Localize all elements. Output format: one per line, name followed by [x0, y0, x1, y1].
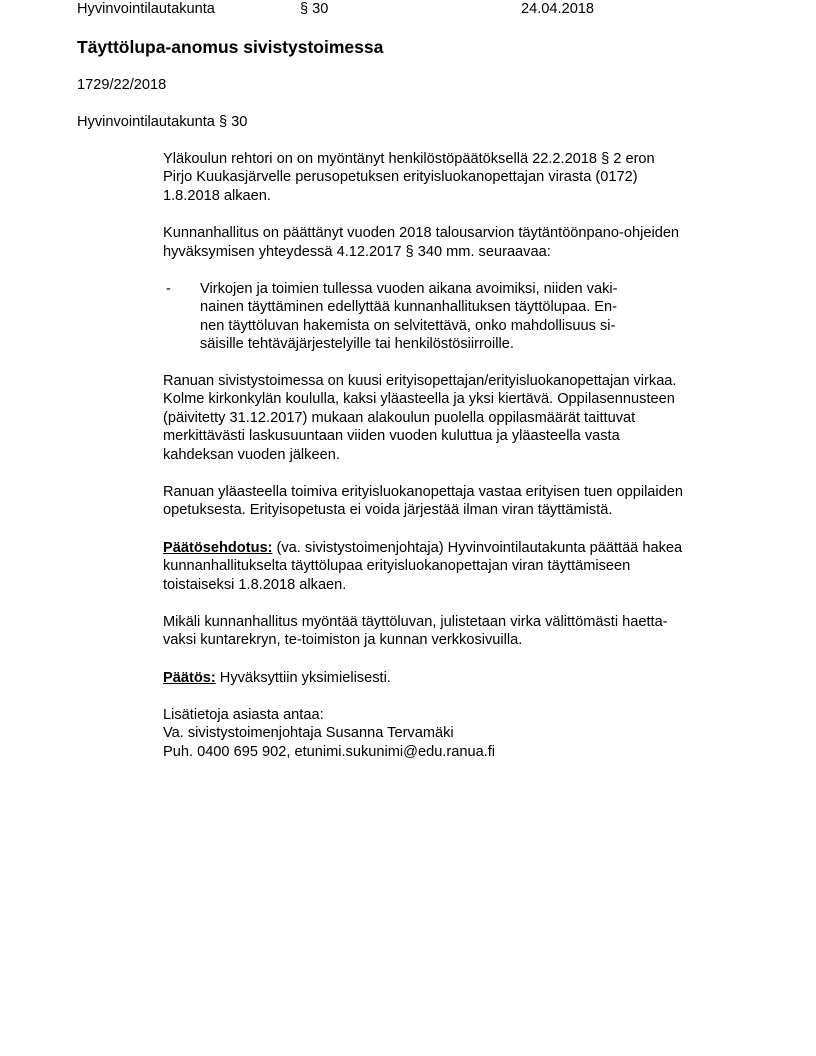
text-line: Kolme kirkonkylän koululla, kaksi yläasteella ja yksi kiertävä. Oppilasennusteen: [163, 391, 675, 407]
case-number: 1729/22/2018: [77, 77, 167, 93]
text-line: Ranuan yläasteella toimiva erityisluokanopettaja vastaa erityisen tuen oppilaiden: [163, 484, 684, 500]
bullet-marker: -: [166, 281, 171, 297]
text-line: Ranuan sivistystoimessa on kuusi erityisopettajan/erityisluokanopettajan virkaa.: [163, 373, 677, 389]
text-line: [163, 539, 682, 557]
text-line: opetuksesta. Erityisopetusta ei voida järjestää ilman viran täyttämistä.: [163, 502, 613, 518]
proposal-text: (va. sivistystoimenjohtaja) Hyvinvointilautakunta päättää hakea: [272, 540, 683, 556]
document-title: Täyttölupa-anomus sivistystoimessa: [77, 37, 384, 57]
text-line: vaksi kuntarekryn, te-toimiston ja kunnan verkkosivuilla.: [163, 632, 523, 648]
text-line: nen täyttöluvan hakemista on selvitettävä, onko mahdollisuus si-: [200, 318, 616, 334]
text-line: merkittävästi laskusuuntaan viiden vuoden kuluttua ja yläasteella vasta: [163, 428, 620, 444]
text-line: Pirjo Kuukasjärvelle perusopetuksen erityisluokanopettajan virasta (0172): [163, 169, 638, 185]
text-line: Virkojen ja toimien tullessa vuoden aikana avoimiksi, niiden vaki-: [200, 281, 618, 297]
header-section: § 30: [300, 1, 329, 17]
text-line: kahdeksan vuoden jälkeen.: [163, 447, 340, 463]
header-body: Hyvinvointilautakunta: [77, 1, 215, 17]
text-line: 1.8.2018 alkaen.: [163, 188, 271, 204]
text-line: Lisätietoja asiasta antaa:: [163, 707, 324, 723]
contact-phone-email: Puh. 0400 695 902, etunimi.sukunimi@edu.ranua.fi: [163, 744, 496, 760]
text-line: Yläkoulun rehtori on on myöntänyt henkilöstöpäätöksellä 22.2.2018 § 2 eron: [163, 151, 655, 167]
decision-text: Hyväksyttiin yksimielisesti.: [215, 670, 391, 686]
text-line: toistaiseksi 1.8.2018 alkaen.: [163, 577, 347, 593]
text-line: Mikäli kunnanhallitus myöntää täyttöluvan, julistetaan virka välittömästi haetta-: [163, 614, 668, 630]
contact-name: Va. sivistystoimenjohtaja Susanna Tervamäki: [163, 725, 454, 741]
header-date: 24.04.2018: [521, 1, 595, 17]
decision: [163, 669, 391, 687]
text-line: kunnanhallitukselta täyttölupaa erityisluokanopettajan viran täyttämiseen: [163, 558, 631, 574]
text-line: säisille tehtäväjärjestelyille tai henkilöstösiirroille.: [200, 336, 514, 352]
meeting-reference: Hyvinvointilautakunta § 30: [77, 114, 248, 130]
text-line: (päivitetty 31.12.2017) mukaan alakoulun puolella oppilasmäärät taittuvat: [163, 410, 636, 426]
decision-label: Päätös:: [163, 670, 216, 686]
text-line: hyväksymisen yhteydessä 4.12.2017 § 340 mm. seuraavaa:: [163, 244, 551, 260]
proposal-label: Päätösehdotus:: [163, 540, 273, 556]
text-line: Kunnanhallitus on päättänyt vuoden 2018 talousarvion täytäntöönpano-ohjeiden: [163, 225, 680, 241]
text-line: nainen täyttäminen edellyttää kunnanhallituksen täyttölupaa. En-: [200, 299, 618, 315]
